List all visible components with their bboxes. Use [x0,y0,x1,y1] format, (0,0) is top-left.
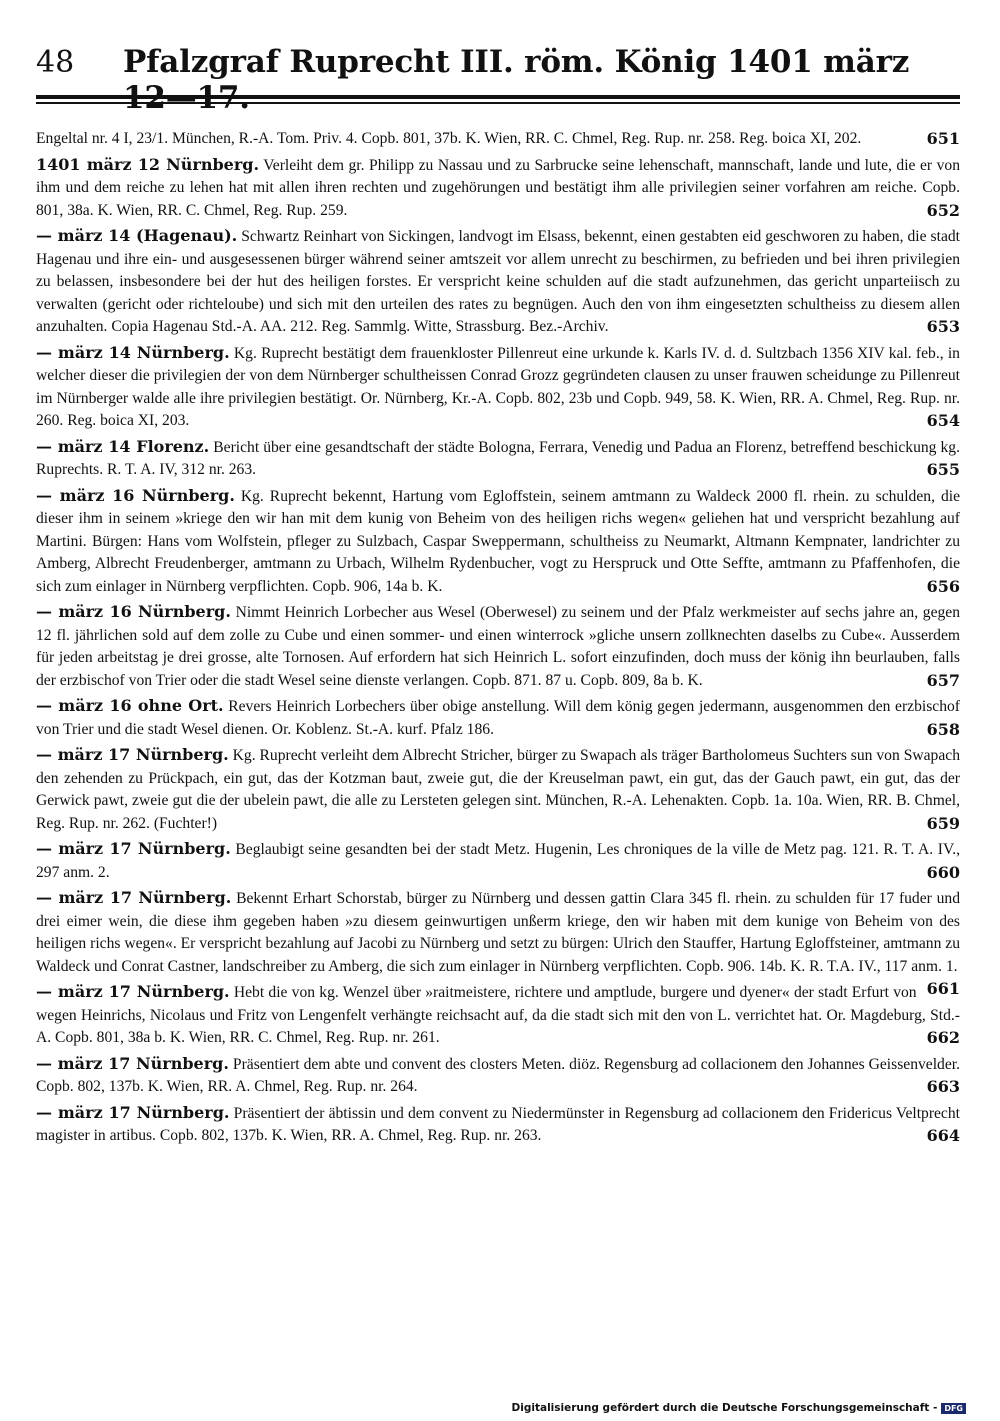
regest-entry [36,1102,960,1148]
entry-date-place: — märz 16 Nürnberg. [36,485,235,505]
entry-date-place: — märz 17 Nürnberg. [36,1053,229,1073]
regest-entry [36,436,960,482]
entry-number: 664 [926,1126,960,1145]
footer-credit [512,1402,966,1414]
entry-date-place: — märz 14 Florenz. [36,436,210,456]
regest-entry [36,1053,960,1099]
regest-entry [36,838,960,884]
regest-entry [36,601,960,692]
footer-text: Digitalisierung gefördert durch die Deutsche Forschungsgemeinschaft - [511,1402,938,1414]
entry-number: 661 [926,979,960,998]
entry-date-place: — märz 17 Nürnberg. [36,982,230,1001]
regest-entry [36,225,960,339]
entry-number: 660 [926,862,960,882]
entry-date-place: — märz 16 Nürnberg. [36,602,231,621]
entry-number: 663 [926,1077,960,1096]
entry-text: Kg. Ruprecht bestätigt dem frauenkloster Pillenreut eine urkunde k. Karls IV. d. d. Sultzbach 1356 XIV kal. feb., in welcher dieser die privilegien der von dem Nürnberger schultheissen Conrad Grozz gegründeten clausen zu unser frauwen scheidunge zu Pillenreut im Nürnberger walde alle ihre privilegien bestätigt. Or. Nürnberg, Kr.-A. Copb. 802, 23b und Copb. 949, 58. K. Wien, RR. A. Chmel, Reg. Rup. nr. 260. Reg. boica XI, 203. [36,344,960,429]
regest-entry [36,744,960,835]
entry-number: 652 [926,200,960,220]
entry-number: 662 [926,1028,960,1047]
regest-entry [36,154,960,223]
entry-number: 659 [926,813,960,833]
page-number: 48 [36,45,75,80]
entry-text: Präsentiert der äbtissin und dem convent zu Niedermünster in Regensburg ad collacionem den Fridericus Veltprecht magister in artibus. Copb. 802, 137b. K. Wien, RR. A. Chmel, Reg. Rup. nr. 263. [36,1104,960,1144]
regest-entry [36,485,960,599]
entry-date-place: — märz 14 Nürnberg. [36,342,230,362]
dfg-logo-icon: DFG [941,1403,966,1414]
entry-date-place: 1401 märz 12 Nürnberg. [36,154,260,174]
entry-number: 654 [926,411,960,430]
entry-number: 658 [926,719,960,739]
entry-number: 655 [926,460,960,479]
entry-date-place: — märz 17 Nürnberg. [36,1102,230,1122]
entry-text: Beglaubigt seine gesandten bei der stadt Metz. Hugenin, Les chroniques de la ville de Metz pag. 121. R. T. A. IV., 297 anm. 2. [36,841,960,881]
entry-number: 653 [926,317,960,336]
entry-number: 657 [926,670,960,690]
entry-number: 656 [926,576,960,596]
entry-text: Verleiht dem gr. Philipp zu Nassau und zu Sarbrucke seine lehenschaft, mannschaft, lande und lute, die er von ihm und dem reiche zu lehen hat mit allen ihren rechten und zugehörungen und bestätigt ihm alle privilegien seiner vorfahren am reiche. Copb. 801, 38a. K. Wien, RR. C. Chmel, Reg. Rup. 259. [36,156,960,219]
entry-text: Bericht über eine gesandtschaft der städte Bologna, Ferrara, Venedig und Padua an Florenz, betreffend beschickung kg. Ruprechts. R. T. A. IV, 312 nr. 263. [36,438,960,478]
entry-date-place: — märz 14 (Hagenau). [36,226,238,245]
page-header [36,44,960,94]
regesta-list [36,128,960,1151]
header-rule-thin [36,102,960,104]
page-title: Pfalzgraf Ruprecht III. röm. König 1401 märz [123,44,910,80]
entry-date-place: — märz 17 Nürnberg. [36,745,229,764]
entry-date-place: — märz 17 Nürnberg. [36,888,232,907]
regest-entry [36,695,960,741]
entry-text: Kg. Ruprecht bekennt, Hartung vom Egloffstein, seinem amtmann zu Waldeck 2000 fl. rhein. zu schulden, die dieser ihm in seinem »kriege den wir han mit dem kunig von Beheim von des heiligen richs wegen« geliehen hat und verspricht bezahlung auf Martini. Bürgen: Hans vom Wolfstein, pfleger zu Sulzbach, Caspar Sweppermann, schultheiss zu Neumarkt, Altmann Kempnater, landrichter zu Amberg, Albrecht Freudenberger, amtmann zu Urbach, Wilhelm Rydenbucher, vogt zu Herspruck und Otte Seffte, amtmann zu Pfaffenhofen, die sich zum einlager in Nürnberg verpflichten. Copb. 906, 14a b. K. [36,487,960,595]
regest-entry [36,887,961,998]
entry-date-place: — märz 17 Nürnberg. [36,839,231,858]
entry-text: Bekennt Erhart Schorstab, bürger zu Nürnberg und dessen gattin Clara 345 fl. rhein. zu schulden für 17 fuder und drei eimer wein, die diese ihm gegeben haben »zu diesem geinwurtigen unßerm kriege, den wir haben mit dem kunige von Beheim von des heiligen richs wegen«. Er verspricht bezahlung auf Jacobi zu Nürnberg und setzt zu bürgen: Ulrich den Stauffer, Hartung Egloffsteiner, amtmann zu Waldeck und Conrat Castner, landschreiber zu Amberg, die sich zum einlager in Nürnberg verpflichten. Copb. 906. 14b. K. R. T.A. IV., 117 anm. 1. [36,890,961,975]
entry-text: Schwartz Reinhart von Sickingen, landvogt im Elsass, bekennt, einen gestabten eid geschworen zu haben, die stadt Hagenau und ihre ein- und ausgesessenen bürger während seiner amtszeit vor allem unrecht zu beschirmen, zu befrieden und bei ihren privilegien zu belassen, insbesondere bei der hut des heiligen forstes. Er verspricht keine schulden auf die stadt aufzunehmen, das gericht unparteiisch zu verwalten (gericht oder richteloube) und sich mit den urteilen des rates zu begnügen. Auch den von ihm eingesetzten schultheiss zu diesem allen anzuhalten. Copia Hagenau Std.-A. AA. 212. Reg. Sammlg. Witte, Strassburg. Bez.-Archiv. [36,228,960,335]
regest-entry [36,981,960,1050]
entry-text: Kg. Ruprecht verleiht dem Albrecht Stricher, bürger zu Swapach als träger Bartholomeus Suchters sun von Swapach den zehenden zu Prückpach, ein gut, das der Kotzman baut, zweie gut, die der Kreuselman pawt, ein gut, das der Gauch pawt, ein gut, das der Gerwick pawt, zweie gut die der ubelein pawt, die alle zu Lersteten gelegen sint. München, R.-A. Lehenakten. Copb. 1a. 10a. Wien, RR. B. Chmel, Reg. Rup. nr. 262. (Fuchter!) [36,747,960,832]
entry-text: Engeltal nr. 4 I, 23/1. München, R.-A. Tom. Priv. 4. Copb. 801, 37b. K. Wien, RR. C. Chmel, Reg. Rup. nr. 258. Reg. boica XI, 202. [36,130,862,147]
regest-entry [36,128,960,151]
header-rule-thick [36,95,960,99]
regest-entry [36,342,960,433]
entry-date-place: — märz 16 ohne Ort. [36,696,224,715]
entry-text: Nimmt Heinrich Lorbecher aus Wesel (Oberwesel) zu seinem und der Pfalz werkmeister auf sechs jahre an, gegen 12 fl. jährlichen sold auf dem zolle zu Cube und einen sommer- und einen winterrock »gliche unsern zollknechten daselbs zu Cube«. Ausserdem für jeden arbeitstag je drei grosse, alte Tornosen. Auf erfordern hat sich Heinrich L. sofort einzufinden, doch muss der könig ihn beurlauben, falls der erzbischof von Trier oder die stadt Wesel seine dienste verlangen. Copb. 871. 87 u. Copb. 809, 8a b. K. [36,604,961,689]
entry-text: Präsentiert dem abte und convent des closters Meten. diöz. Regensburg ad collacionem den Johannes Geissenvelder. Copb. 802, 137b. K. Wien, RR. A. Chmel, Reg. Rup. nr. 264. [36,1055,960,1095]
entry-text: Hebt die von kg. Wenzel über »raitmeistere, richtere und amptlude, burgere und dyener« der stadt Erfurt von wegen Heinrichs, Nicolaus und Fritz von Lengenfelt verhängte reichsacht auf, da die stadt sich mit den von L. verrichtet hat. Or. Magdeburg, Std.-A. Copb. 801, 38a b. K. Wien, RR. C. Chmel, Reg. Rup. nr. 261. [36,984,960,1046]
entry-text: Revers Heinrich Lorbechers über obige anstellung. Will dem könig gegen jedermann, ausgenommen den erzbischof von Trier und die stadt Wesel dienen. Or. Koblenz. St.-A. kurf. Pfalz 186. [36,698,960,738]
entry-number: 651 [926,129,960,148]
